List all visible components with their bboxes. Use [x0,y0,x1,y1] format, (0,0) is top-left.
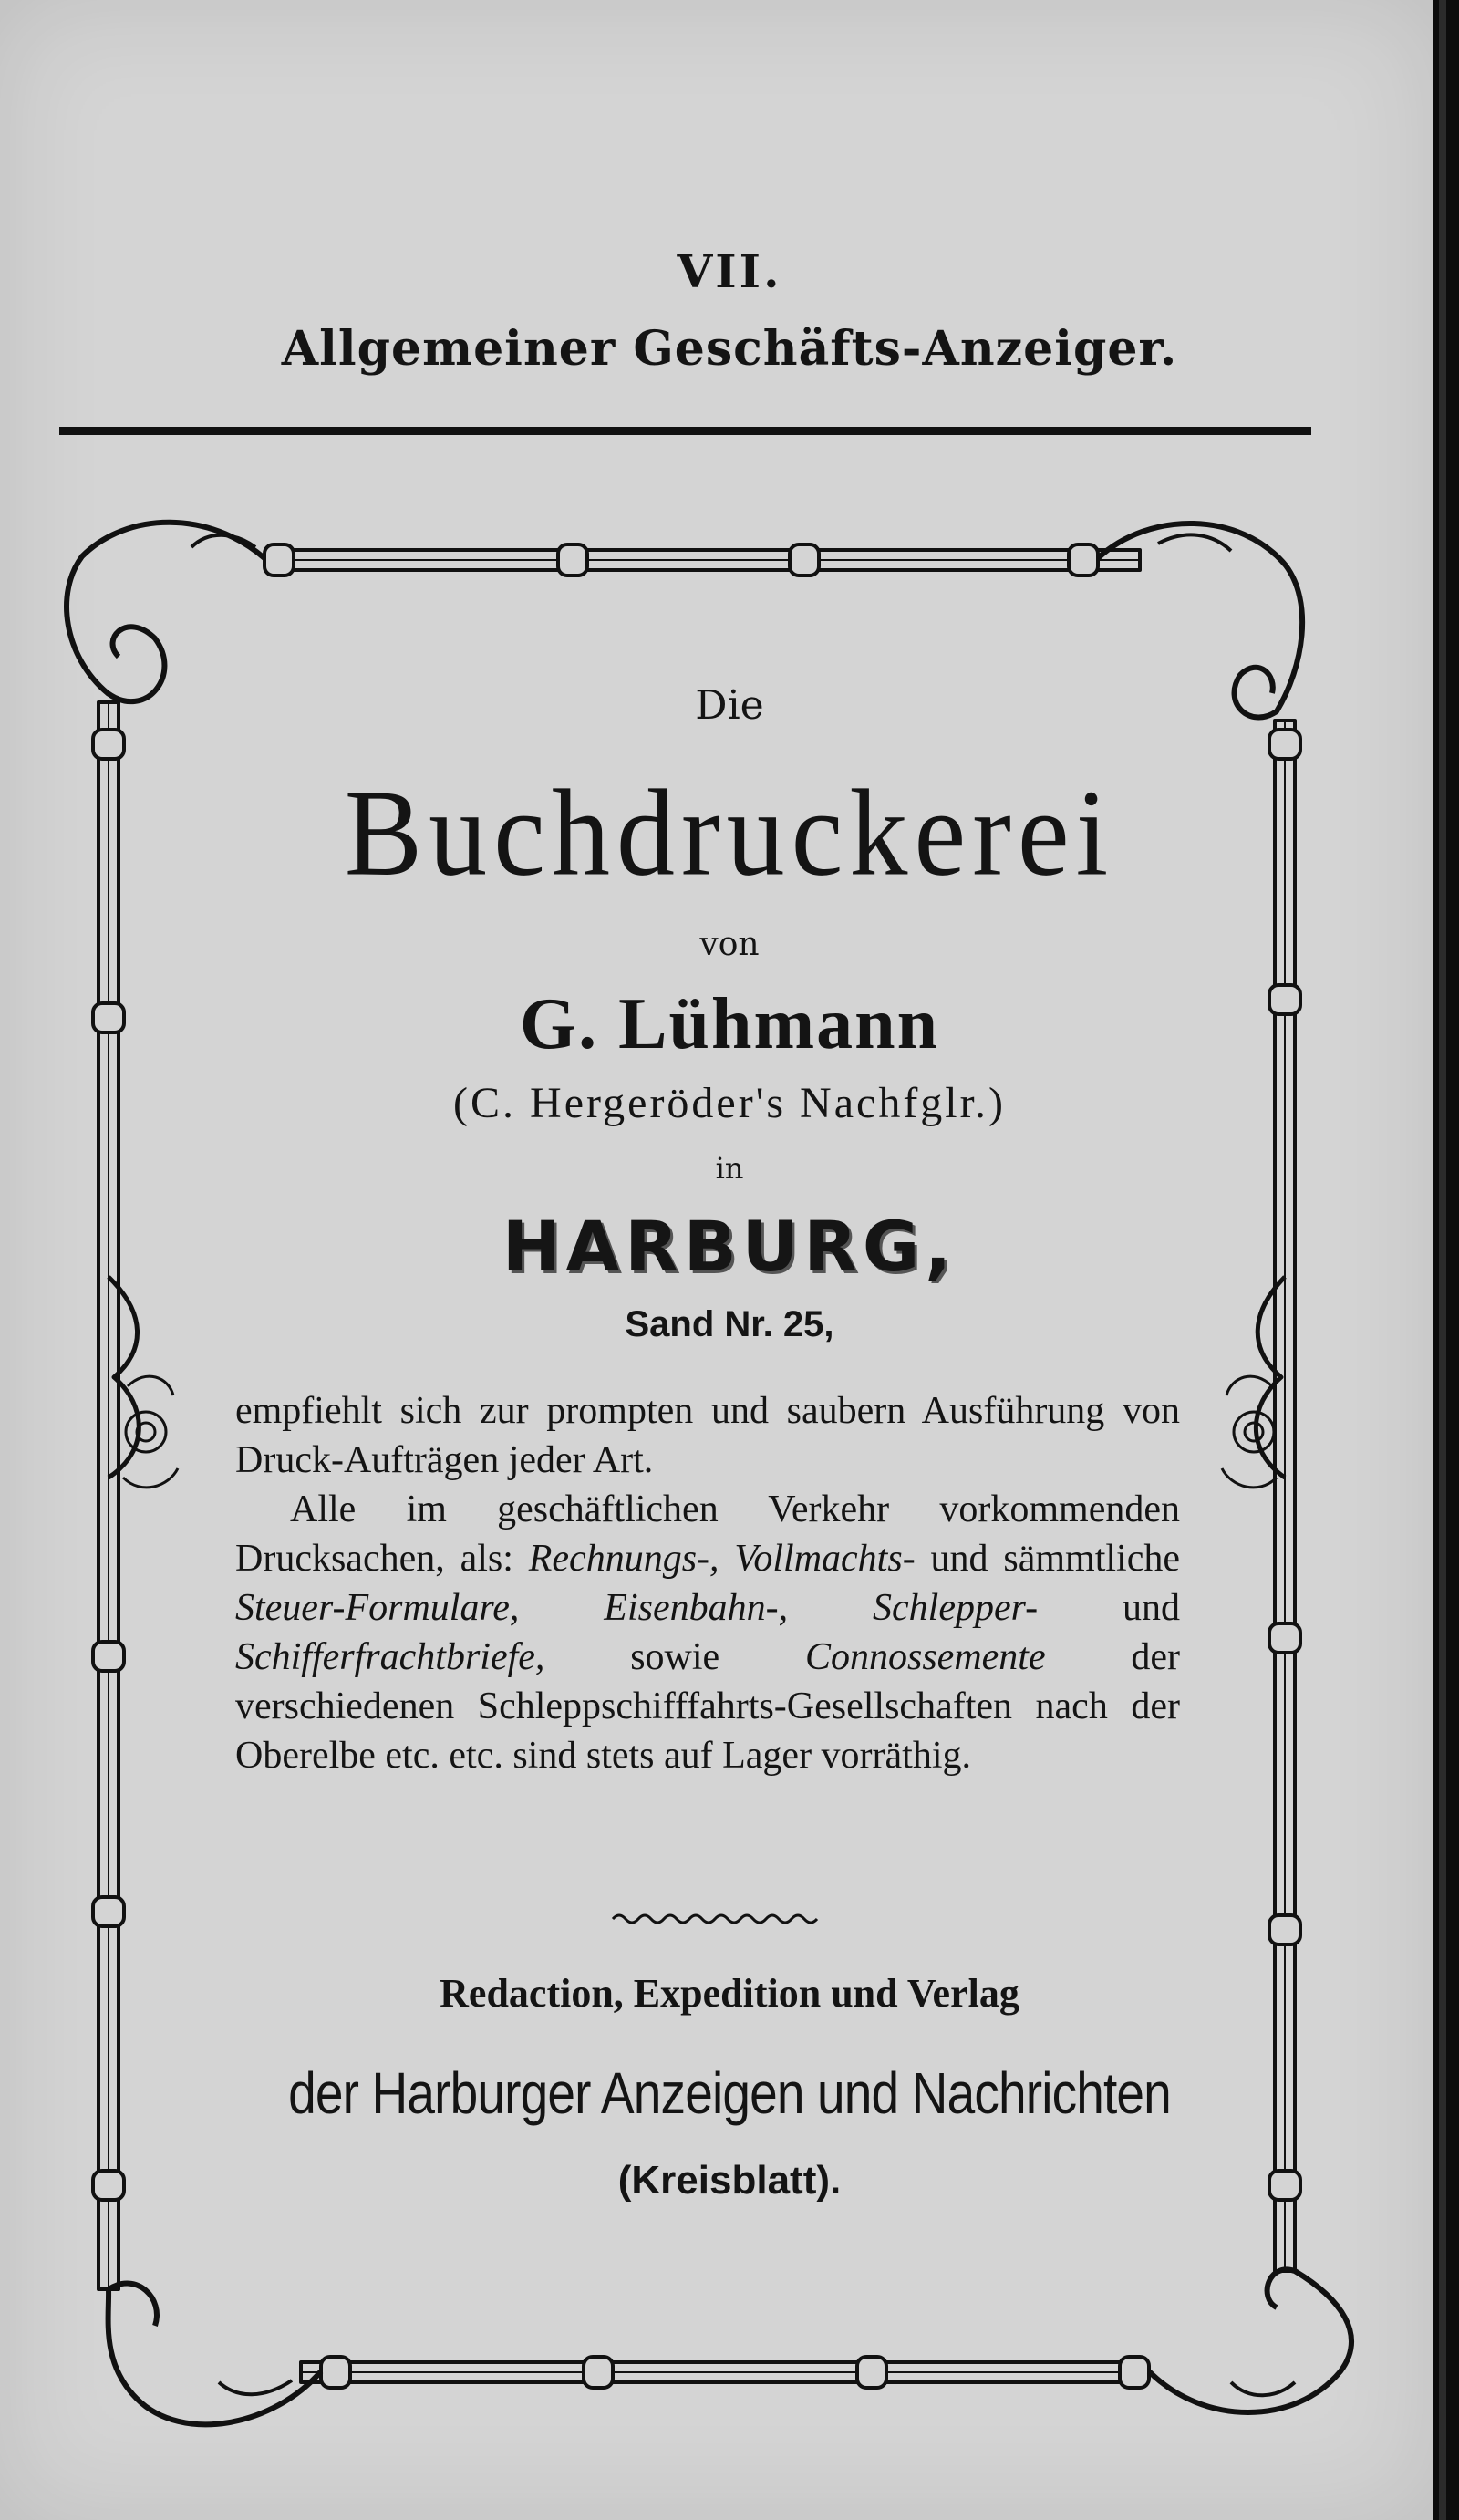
ad-paragraph-2: Alle im geschäftlichen Verkehr vorkommenden Drucksachen, als: Rechnungs-, Vollmachts- und sämmtliche Steuer-Formulare, Eisenbahn-, Schlepper- und Schifferfrachtbriefe, sowie Connossemente der verschiedenen Schleppschifffahrts-Gesellschaften nach der Oberelbe etc. etc. sind stets auf Lager vorräthig. [235,1488,1181,1777]
publisher-line-1: Redaction, Expedition und Verlag [440,1971,1019,2016]
ad-body [235,1386,1180,1780]
ad-paragraph-1: empfiehlt sich zur prompten und saubern Ausführung von Druck-Aufträgen jeder Art. [235,1390,1180,1481]
section-number: VII. [677,244,782,298]
section-title: Allgemeiner Geschäfts-Anzeiger. [281,321,1178,377]
ad-in: in [715,1151,744,1186]
ad-city-label: HARBURG, [502,1206,957,1287]
wavy-divider [611,1910,821,1928]
publisher-line-2: der Harburger Anzeigen und Nachrichten [288,2060,1171,2126]
ad-von: von [699,926,760,963]
ad-owner-name: G. Lühmann [519,984,940,1064]
ad-city [0,1206,1459,1287]
ad-address: Sand Nr. 25, [625,1304,834,1344]
scan-edge [1433,0,1459,2520]
ad-successor: (C. Hergeröder's Nachfglr.) [453,1079,1006,1127]
publisher-line-3: (Kreisblatt). [617,2158,842,2203]
ad-article: Die [695,682,764,729]
ad-firm-name: Buchdruckerei [344,763,1115,902]
